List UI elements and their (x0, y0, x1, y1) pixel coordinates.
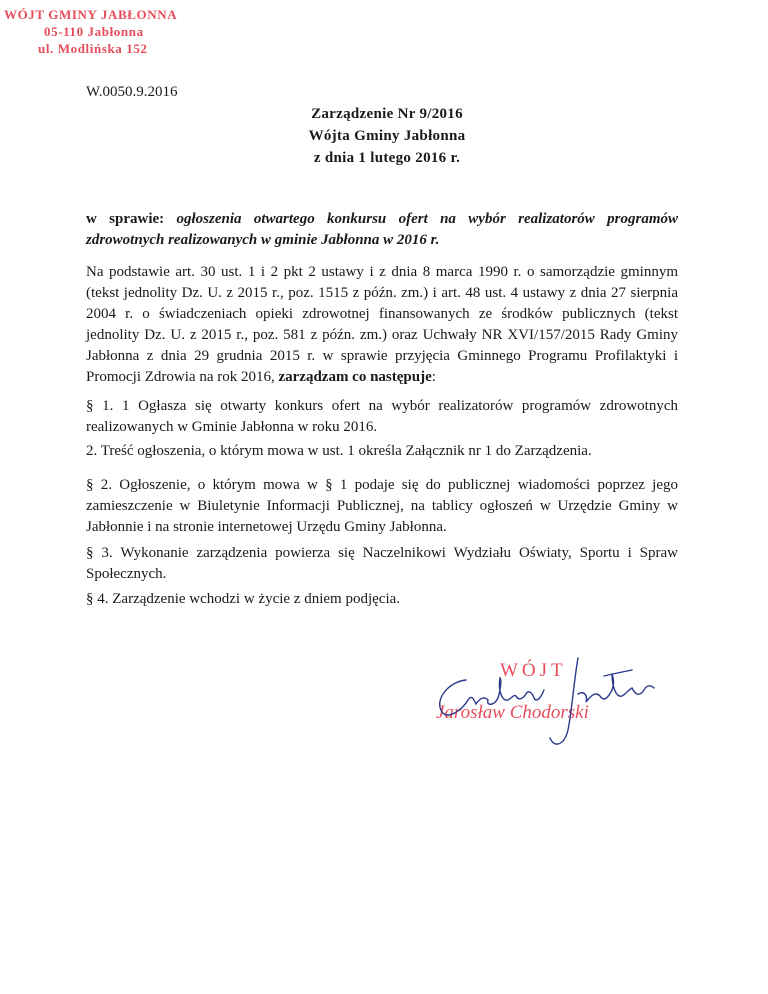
signature-stamp-title: WÓJT (500, 660, 567, 681)
preamble-end: : (431, 369, 436, 385)
paragraph-1-section-1: § 1. 1 Ogłasza się otwarty konkurs ofert na wybór realizatorów programów zdrowotnych realizowanych w Gminie Jabłonna w roku 2016. (86, 398, 678, 435)
paragraph-2: § 2. Ogłoszenie, o którym mowa w § 1 podaje się do publicznej wiadomości poprzez jego zamieszczenie w Biuletynie Informacji Publicznej, na tablicy ogłoszeń w Urzędzie Gminy w Jabłonnie i na stronie internetowej Urzędu Gminy Jabłonna. (86, 477, 678, 535)
document-heading (232, 103, 542, 169)
paragraph-3: § 3. Wykonanie zarządzenia powierza się Naczelnikowi Wydziału Oświaty, Sportu i Spraw Społecznych. (86, 545, 678, 582)
paragraph-4: § 4. Zarządzenie wchodzi w życie z dniem podjęcia. (86, 591, 401, 607)
office-stamp (4, 6, 244, 57)
document-subject (86, 209, 678, 251)
preamble-paragraph (86, 262, 678, 388)
document-issuer: Wójta Gminy Jabłonna (308, 128, 466, 144)
subject-label: w sprawie: (86, 211, 165, 227)
paragraph-1-section-2: 2. Treść ogłoszenia, o którym mowa w ust. 1 określa Załącznik nr 1 do Zarządzenia. (86, 443, 592, 459)
document-signum: W.0050.9.2016 (86, 84, 178, 100)
subject-text: ogłoszenia otwartego konkursu ofert na wybór realizatorów programów zdrowotnych realizowanych w gminie Jabłonna w 2016 r. (86, 211, 678, 248)
document-title: Zarządzenie Nr 9/2016 (311, 106, 463, 122)
preamble-bold: zarządzam co następuje (278, 369, 432, 385)
preamble-text: Na podstawie art. 30 ust. 1 i 2 pkt 2 ustawy i z dnia 8 marca 1990 r. o samorządzie gminnym (tekst jednolity Dz. U. z 2015 r., poz. 1515 z późn. zm.) i art. 48 ust. 4 ustawy z dnia 27 sierpnia 2004 r. o świadczeniach opieki zdrowotnej finansowanych ze środków publicznych (tekst jednolity Dz. U. z 2015 r., poz. 581 z późn. zm.) oraz Uchwały NR XVI/157/2015 Rady Gminy Jabłonna z dnia 29 grudnia 2015 r. w sprawie przyjęcia Gminnego Programu Profilaktyki i Promocji Zdrowia na rok 2016, (86, 264, 678, 385)
signature-stamp (428, 650, 688, 750)
signature-stamp-name: Jarosław Chodorski (436, 702, 589, 723)
stamp-line-postcode: 05-110 Jabłonna (44, 24, 144, 39)
stamp-line-office: WÓJT GMINY JABŁONNA (4, 7, 178, 22)
document-date: z dnia 1 lutego 2016 r. (313, 150, 461, 166)
stamp-line-street: ul. Modlińska 152 (38, 41, 148, 56)
